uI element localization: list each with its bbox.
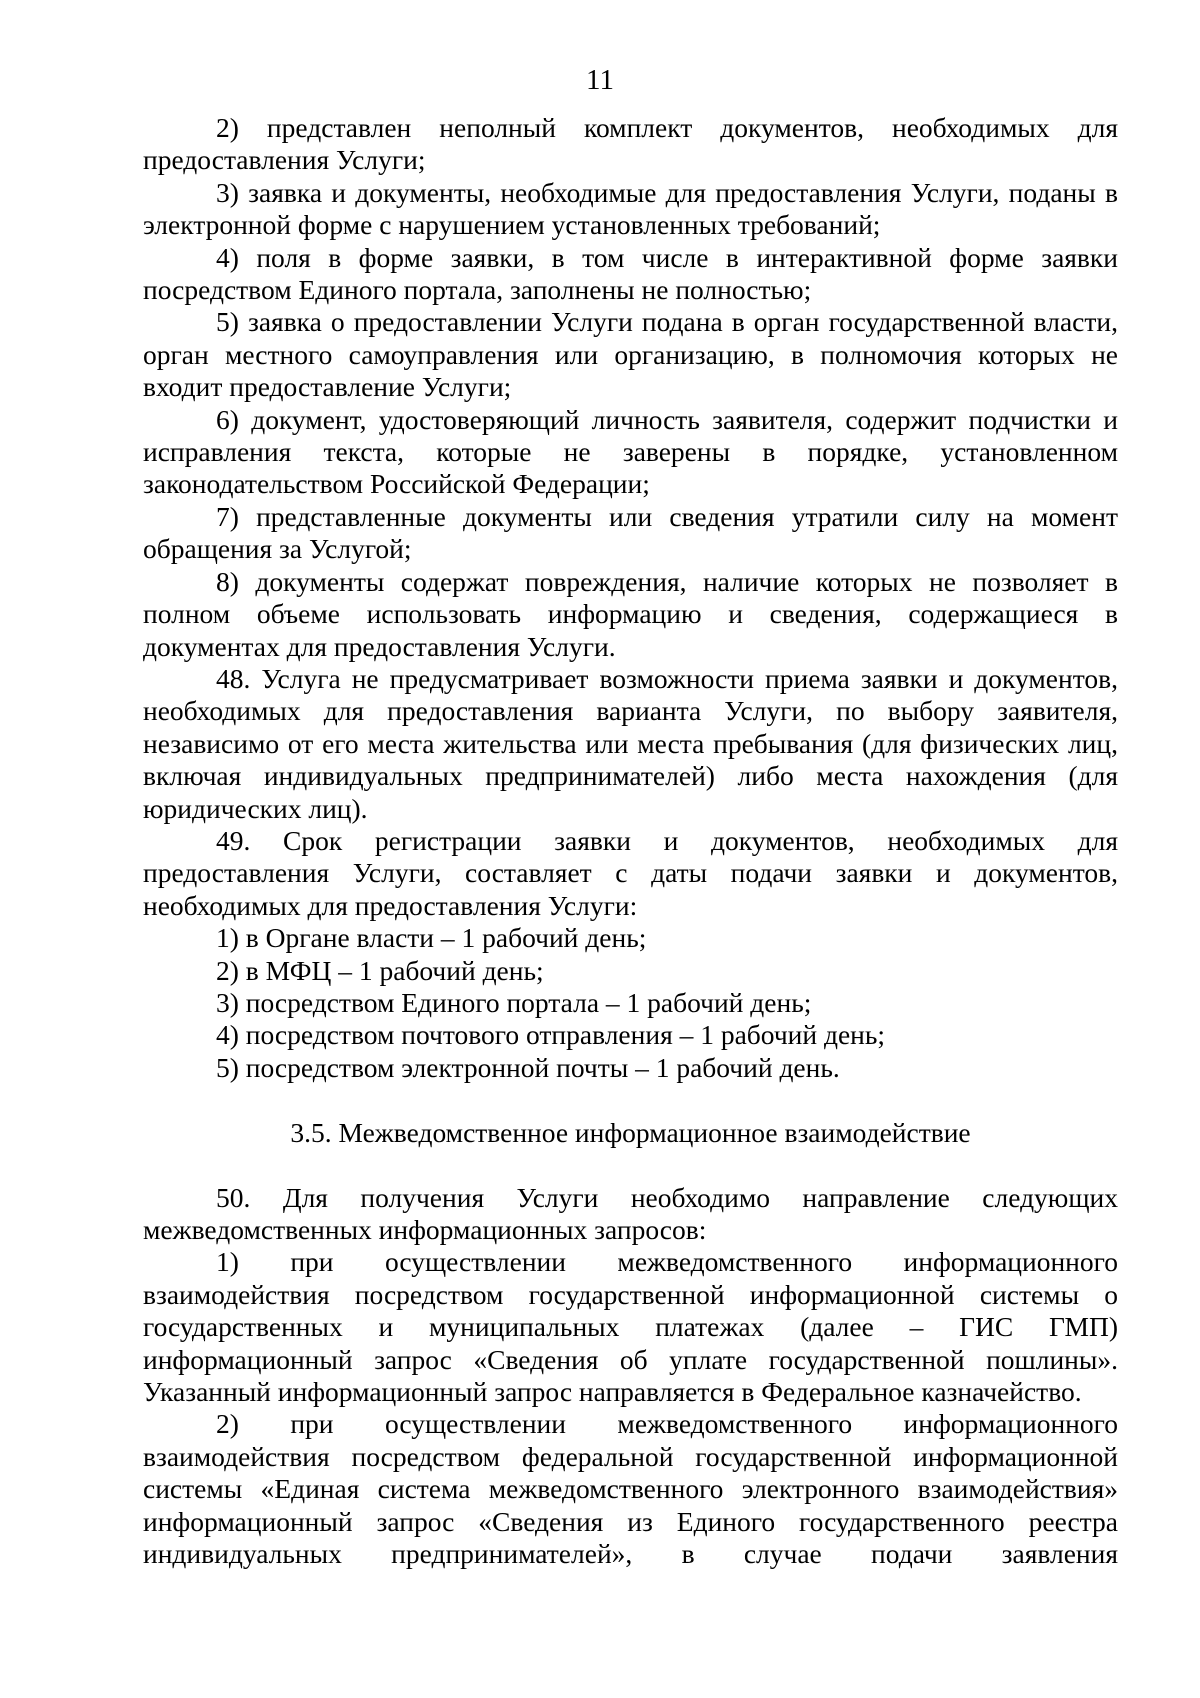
- list-item: 4) посредством почтового отправления – 1 рабочий день;: [216, 1019, 886, 1051]
- list-item: 2) в МФЦ – 1 рабочий день;: [216, 954, 544, 986]
- list-item: 5) заявка о предоставлении Услуги подана в орган государственной власти, орган местного самоуправления или организацию, в полномочия которых не входит предоставление Услуги;: [143, 306, 1118, 403]
- document-body: [143, 112, 1118, 1570]
- list-item: 5) посредством электронной почты – 1 рабочий день.: [216, 1051, 840, 1083]
- list-item: 8) документы содержат повреждения, наличие которых не позволяет в полном объеме использовать информацию и сведения, содержащиеся в документах для предоставления Услуги.: [143, 565, 1118, 662]
- list-item: 2) при осуществлении межведомственного информационного взаимодействия посредством федеральной государственной информационной системы «Единая система межведомственного электронного взаимодействия» информационный запрос «Сведения из Единого государственного реестра индивидуальных предпринимателей», в случае подачи заявления: [143, 1408, 1118, 1570]
- list-item: 3) посредством Единого портала – 1 рабочий день;: [216, 986, 812, 1018]
- clause-49: 49. Срок регистрации заявки и документов, необходимых для предоставления Услуги, составляет с даты подачи заявки и документов, необходимых для предоставления Услуги:: [143, 824, 1118, 921]
- clause-48: 48. Услуга не предусматривает возможности приема заявки и документов, необходимых для предоставления варианта Услуги, по выбору заявителя, независимо от его места жительства или места пребывания (для физических лиц, включая индивидуальных предпринимателей) либо места нахождения (для юридических лиц).: [143, 662, 1118, 824]
- list-item: 1) при осуществлении межведомственного информационного взаимодействия посредством государственной информационной системы о государственных и муниципальных платежах (далее – ГИС ГМП) информационный запрос «Сведения об уплате государственной пошлины». Указанный информационный запрос направляется в Федеральное казначейство.: [143, 1246, 1118, 1408]
- page-number: 11: [586, 64, 614, 96]
- list-item: 2) представлен неполный комплект документов, необходимых для предоставления Услуги;: [143, 112, 1118, 176]
- list-item: 4) поля в форме заявки, в том числе в интерактивной форме заявки посредством Единого портала, заполнены не полностью;: [143, 241, 1118, 306]
- section-heading: 3.5. Межведомственное информационное взаимодействие: [290, 1117, 971, 1149]
- clause-50: 50. Для получения Услуги необходимо направление следующих межведомственных информационных запросов:: [143, 1181, 1118, 1245]
- list-item: 7) представленные документы или сведения утратили силу на момент обращения за Услугой;: [143, 500, 1118, 565]
- list-item: 3) заявка и документы, необходимые для предоставления Услуги, поданы в электронной форме с нарушением установленных требований;: [143, 176, 1118, 241]
- list-item: 1) в Органе власти – 1 рабочий день;: [216, 922, 647, 954]
- list-item: 6) документ, удостоверяющий личность заявителя, содержит подчистки и исправления текста, которые не заверены в порядке, установленном законодательством Российской Федерации;: [143, 403, 1118, 500]
